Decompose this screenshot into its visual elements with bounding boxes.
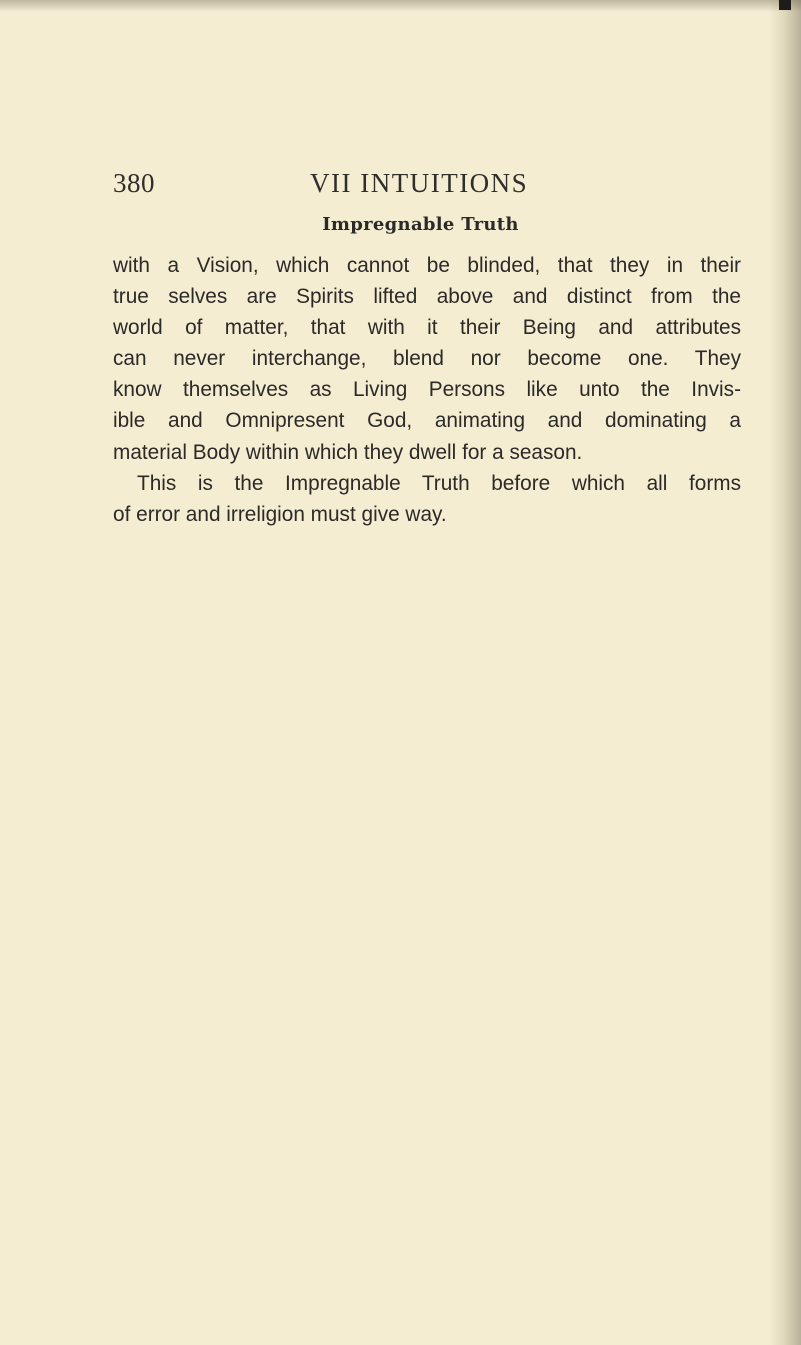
page-number: 380 [113, 168, 155, 198]
paragraph-2 [113, 468, 741, 530]
corner-mark [779, 0, 791, 10]
text-line: can never interchange, blend nor become one. They [113, 347, 741, 371]
text-line: This is the Impregnable Truth before which all forms [137, 471, 741, 495]
section-title-text: Impregnable Truth [322, 214, 519, 235]
section-title [0, 214, 801, 235]
text-line: ible and Omnipresent God, animating and dominating a [113, 409, 741, 433]
body-text [113, 250, 741, 530]
running-head [113, 168, 763, 204]
paragraph-1 [113, 250, 741, 468]
text-line: of error and irreligion must give way. [113, 502, 447, 526]
text-line: with a Vision, which cannot be blinded, that they in their [113, 254, 741, 277]
text-line: true selves are Spirits lifted above and distinct from the [113, 285, 741, 309]
chapter-title: VII INTUITIONS [310, 168, 529, 198]
text-line: know themselves as Living Persons like unto the Invis- [113, 378, 741, 402]
text-line: material Body within which they dwell for a season. [113, 440, 583, 464]
text-line: world of matter, that with it their Being and attributes [113, 316, 741, 340]
